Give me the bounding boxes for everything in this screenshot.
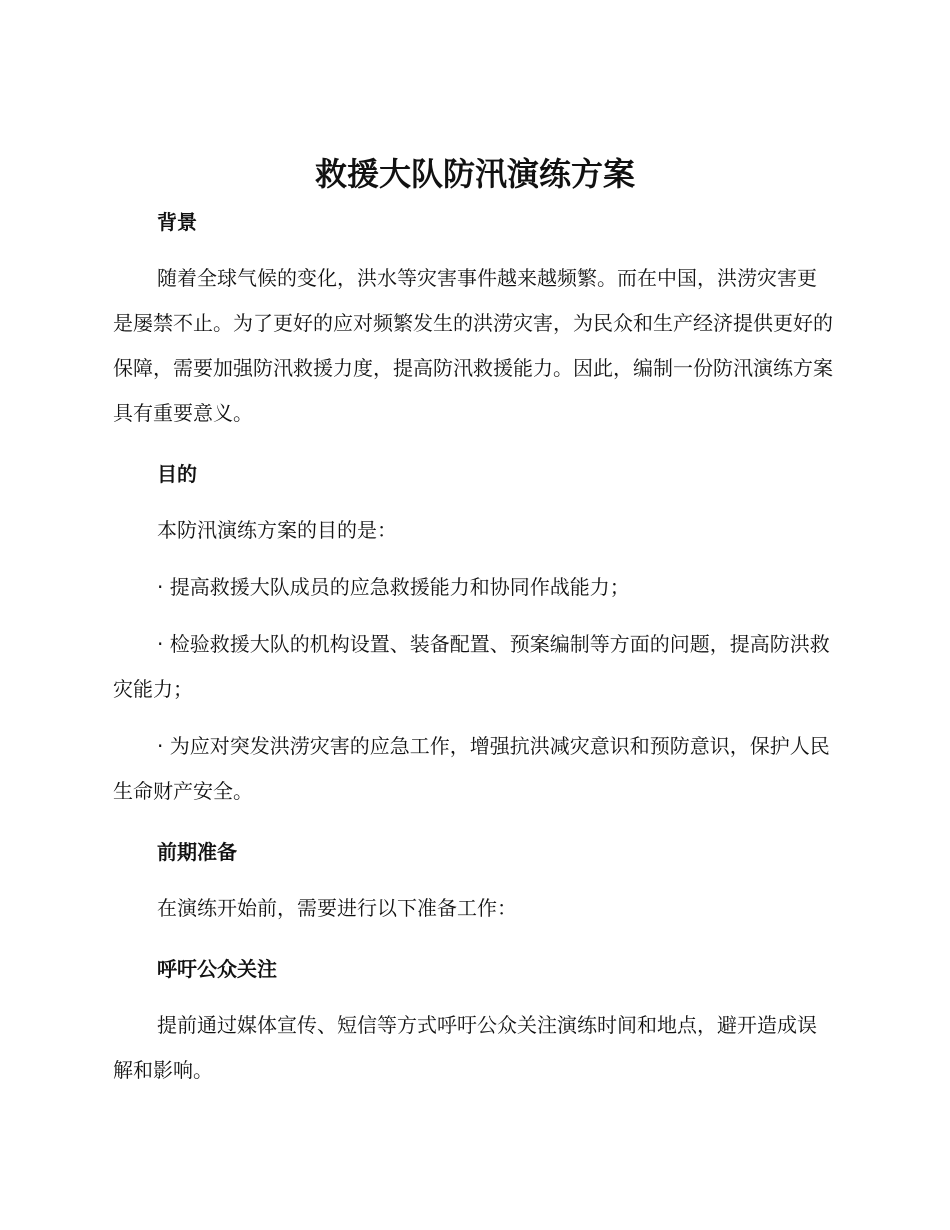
- section-heading-background: 背景: [157, 210, 197, 234]
- purpose-intro: 本防汛演练方案的目的是：: [157, 518, 397, 542]
- section-heading-purpose: 目的: [157, 462, 197, 486]
- section-heading-public-attention: 呼吁公众关注: [157, 957, 277, 981]
- preparation-intro: 在演练开始前，需要进行以下准备工作：: [157, 896, 517, 920]
- document-title: 救援大队防汛演练方案: [314, 155, 635, 193]
- purpose-bullet-2: · 检验救援大队的机构设置、装备配置、预案编制等方面的问题，提高防洪救灾能力；: [113, 632, 830, 701]
- section-heading-preparation: 前期准备: [157, 840, 237, 864]
- public-attention-paragraph: 提前通过媒体宣传、短信等方式呼吁公众关注演练时间和地点，避开造成误解和影响。: [113, 1013, 817, 1082]
- purpose-bullet-3: · 为应对突发洪涝灾害的应急工作，增强抗洪减灾意识和预防意识，保护人民生命财产安全。: [113, 734, 830, 803]
- purpose-bullet-1: · 提高救援大队成员的应急救援能力和协同作战能力；: [157, 575, 630, 599]
- background-paragraph: 随着全球气候的变化，洪水等灾害事件越来越频繁。而在中国，洪涝灾害更是屡禁不止。为了更好的应对频繁发生的洪涝灾害，为民众和生产经济提供更好的保障，需要加强防汛救援力度，提高防汛救援能力。因此，编制一份防汛演练方案具有重要意义。: [113, 266, 833, 425]
- document-body: [113, 200, 835, 1093]
